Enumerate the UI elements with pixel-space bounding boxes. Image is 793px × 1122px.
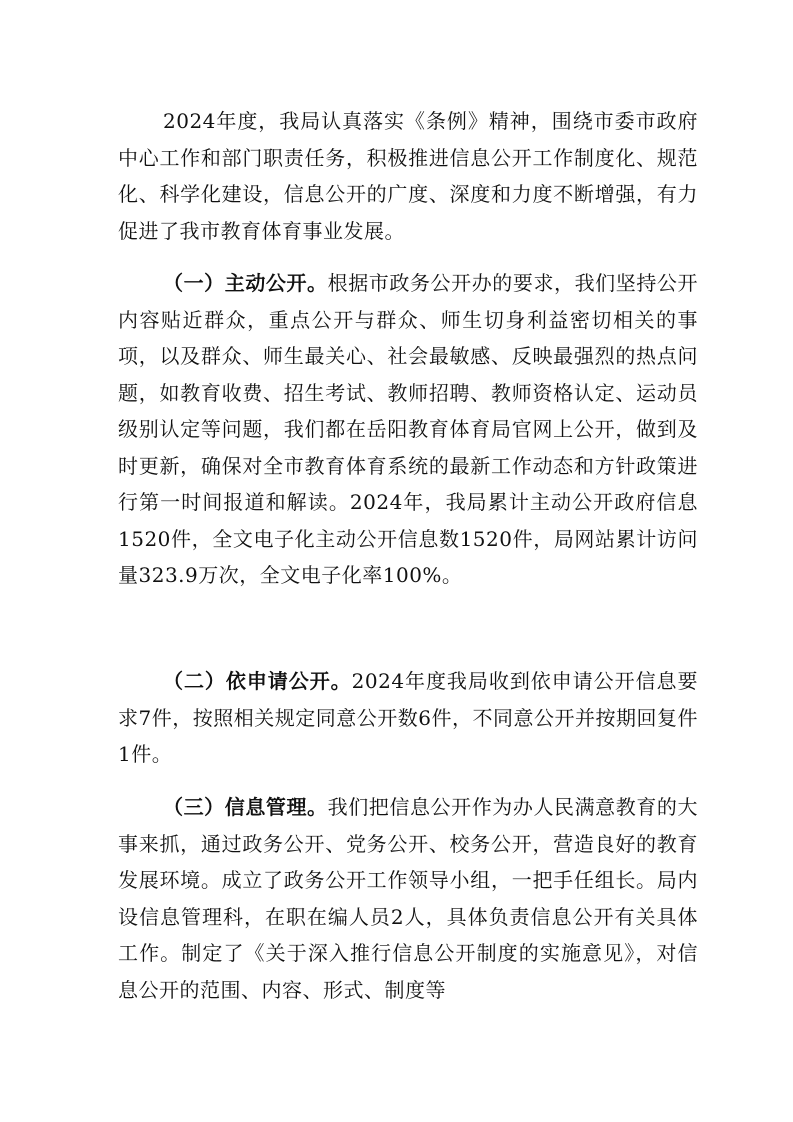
paragraph-active-disclosure [118,265,698,594]
paragraph-request-disclosure [118,663,698,773]
paragraph-text: 2024年度我局收到依申请公开信息要求7件，按照相关规定同意公开数6件，不同意公开并按期回复件1件。 [118,669,699,766]
paragraph-text: 我们把信息公开作为办人民满意教育的大事来抓，通过政务公开、党务公开、校务公开，营造良好的教育发展环境。成立了政务公开工作领导小组，一把手任组长。局内设信息管理科，在职在编人员2人，具体负责信息公开有关具体工作。制定了《关于深入推行信息公开制度的实施意见》，对信息公开的范围、内容、形式、制度等 [118,795,699,1002]
paragraph-text: 根据市政务公开办的要求，我们坚持公开内容贴近群众，重点公开与群众、师生切身利益密切相关的事项，以及群众、师生最关心、社会最敏感、反映最强烈的热点问题，如教育收费、招生考试、教师招聘、教师资格认定、运动员级别认定等问题，我们都在岳阳教育体育局官网上公开，做到及时更新，确保对全市教育体育系统的最新工作动态和方针政策进行第一时间报道和解读。2024年，我局累计主动公开政府信息1520件，全文电子化主动公开信息数1520件，局网站累计访问量323.9万次，全文电子化率100%。 [118,271,699,587]
section-heading: （一）主动公开。 [163,271,328,295]
section-heading: （三）信息管理。 [163,795,328,819]
section-heading: （二）依申请公开。 [163,669,352,693]
paragraph-intro [118,103,698,249]
paragraph-text: 2024年度，我局认真落实《条例》精神，围绕市委市政府中心工作和部门职责任务，积极推进信息公开工作制度化、规范化、科学化建设，信息公开的广度、深度和力度不断增强，有力促进了我市教育体育事业发展。 [118,109,698,243]
paragraph-information-management [118,789,698,1008]
